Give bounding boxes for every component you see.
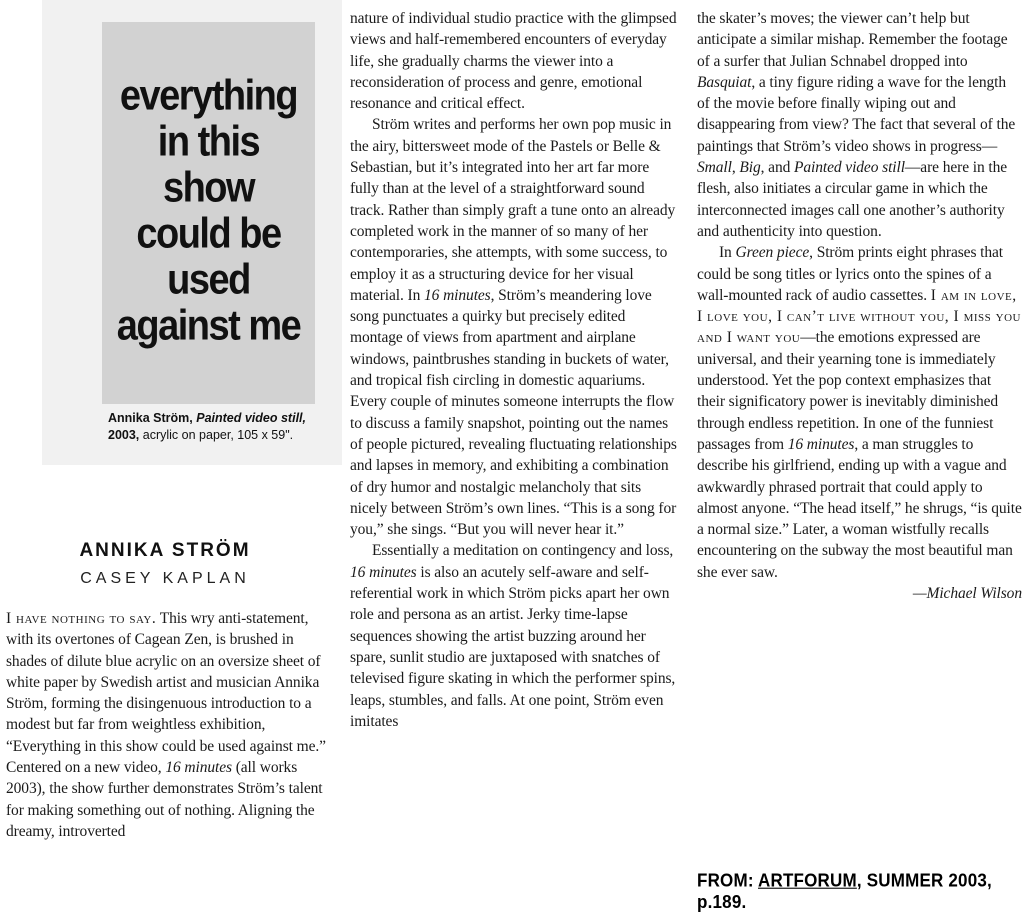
work-title: 16 minutes [350,563,417,581]
text-column-2 [350,8,680,732]
artwork-image [42,0,342,465]
work-title: 16 minutes [165,759,232,777]
image-caption [108,410,338,444]
paragraph: the skater’s moves; the viewer can’t help but anticipate a similar mishap. Remember the footage of a surfer that Julian Schnabel dropped into Basquiat, a tiny figure riding a wave for the length of the movie before finally wiping out and disappearing from view? The fact that several of the paintings that Ström’s video shows in progress—Small, Big, and Painted video still—are here in the flesh, also initiates a circular game in which the interconnected images call one another’s authority and authenticity into question. [697,10,1016,240]
painting-line: everything [119,72,298,120]
work-title: Small [697,159,732,177]
painting [102,22,315,404]
cassette-phrases: I am in love, I love you, I can’t live without you, I miss you and I want you [697,286,1021,347]
painting-line: used [167,256,250,304]
paragraph: Ström writes and performs her own pop music in the airy, bittersweet mode of the Pastels or Belle & Sebastian, but it’s integrated into her art far more fully than at the level of a straightforward sound track. Rather than simply graft a tune onto an already completed work in the manner of so many of her contemporaries, she attempts, with some success, to employ it as a structuring device for her visual material. In 16 minutes, Ström’s meandering love song punctuates a quirky but precisely edited montage of views from apartment and airplane windows, paintbrushes standing in buckets of water, and tropical fish circling in domestic aquariums. Every couple of minutes someone interrupts the flow to discuss a family snapshot, pointing out the names of people pictured, revealing fluctuating relationships and lapses in memory, and exhibiting a combination of dry humor and nostalgic melancholy that sits nicely between Ström’s own lines. “This is a song for you,” she sings. “But you will never hear it.” [350,116,677,539]
publication-name: ARTFORUM [758,870,857,891]
caption-title: Painted video still, [196,411,306,425]
paragraph: In Green piece, Ström prints eight phrases that could be song titles or lyrics onto the spines of a wall-mounted rack of audio cassettes. I am in love, I love you, I can’t live without you, I miss you and I want you—the emotions expressed are universal, and their yearning tone is immediately understood. Yet the pop context emphasizes that their significatory power is inevitably diminished through endless repetition. In one of the funniest passages from 16 minutes, a man struggles to describe his girlfriend, ending up with a vague and awkwardly phrased portrait that could apply to almost anyone. “The head itself,” he shrugs, “is quite a normal size.” Later, a woman wistfully recalls encountering on the subway the most beautiful man she ever saw. [697,244,1022,581]
work-title: 16 minutes [787,435,855,453]
review-venue-heading: CASEY KAPLAN [80,570,250,587]
paragraph: nature of individual studio practice with the glimpsed views and half-remembered encounters of everyday life, she gradually charms the viewer into a reconsideration of process and genre, emotional resonance and critical effect. [350,10,677,113]
text-column-3 [697,8,1022,604]
text-column-1 [6,608,332,842]
paragraph: I have nothing to say. This wry anti-statement, with its overtones of Cagean Zen, is brushed in shades of dilute blue acrylic on an oversize sheet of white paper by Swedish artist and musician Annika Ström, forming the disingenuous introduction to a modest but far from weightless exhibition, “Everything in this show could be used against me.” Centered on a new video, 16 minutes (all works 2003), the show further demonstrates Ström’s talent for making something out of nothing. Aligning the dreamy, introverted [6,610,326,840]
source-credit: FROM: ARTFORUM, SUMMER 2003, p.189. [697,870,992,913]
review-artist-heading: ANNIKA STRÖM [79,540,251,561]
painting-line: show [162,164,255,212]
work-title: Green piece [735,244,810,262]
caption-details: acrylic on paper, 105 x 59". [142,428,294,442]
lead-in: I have nothing to say. [6,610,157,627]
paragraph: Essentially a meditation on contingency and loss, 16 minutes is also an acutely self-aware and self-referential work in which Ström picks apart her own role and persona as an artist. Jerky time-lapse sequences showing the artist buzzing around her spare, sunlit studio are juxtaposed with snatches of televised figure skating in which the performer spins, leaps, stumbles, and falls. At one point, Ström even imitates [350,542,676,730]
work-title: 16 minutes [424,286,491,304]
author-signature: —Michael Wilson [912,585,1022,603]
painting-line: in this [157,118,260,166]
painting-text [102,73,315,349]
caption-year: 2003, [108,428,140,442]
caption-artist: Annika Ström, [108,411,193,425]
film-title: Basquiat [697,73,752,91]
work-title: Painted video still [794,159,905,177]
painting-line: against me [116,302,301,350]
painting-line: could be [136,210,281,258]
work-title: Big [739,159,761,177]
